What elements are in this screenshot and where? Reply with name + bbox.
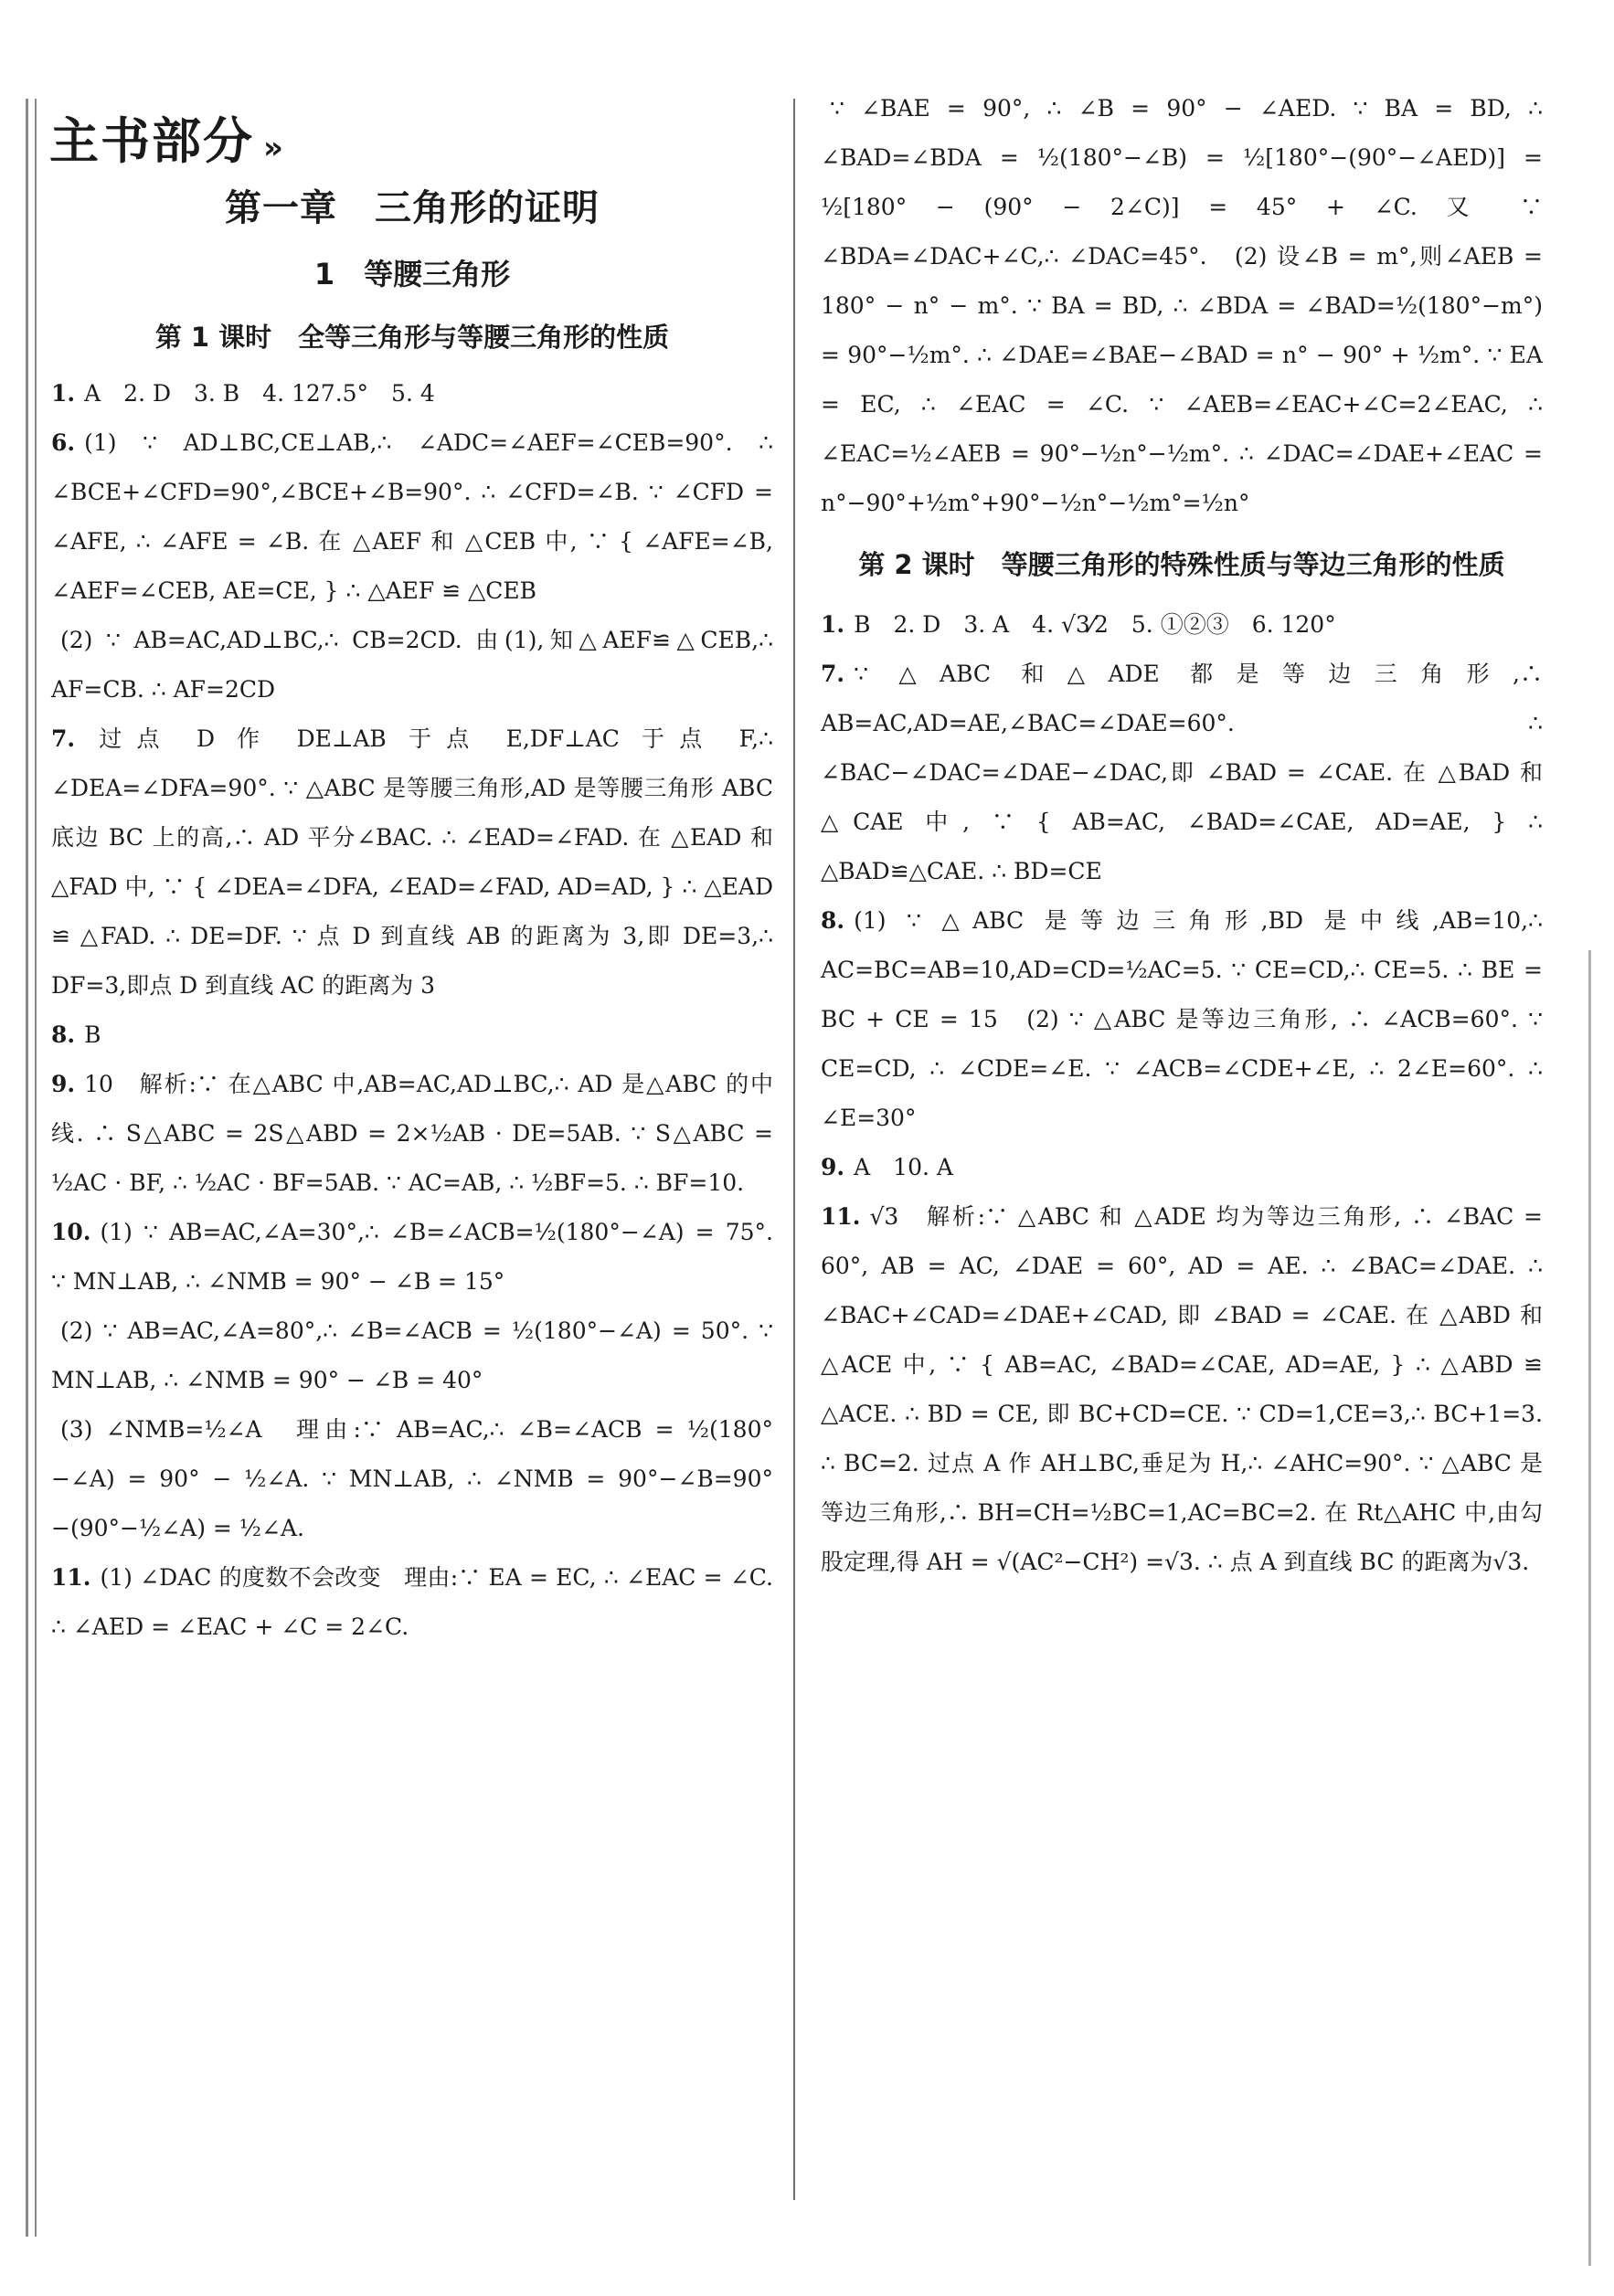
answer-item: 1. B 2. D 3. A 4. √3⁄2 5. ①②③ 6. 120° <box>821 611 1336 638</box>
answer-item: 11. √3 解析:∵ △ABC 和 △ADE 均为等边三角形, ∴ ∠BAC = 60°, AB = AC, ∠DAE = 60°, AD = AE. ∴ ∠BAC=∠DAE. ∴ ∠BAC+∠CAD=∠DAE+∠CAD, 即 ∠BAD = ∠CAE. 在 △ABD 和 △ACE 中, ∵ { AB=AC, ∠BAD=∠CAE, AD=AE, } ∴ △ABD ≌ △ACE. ∴ BD = CE, 即 BC+CD=CE. ∵ CD=1,CE=3,∴ BC+1=3. ∴ BC=2. 过点 A 作 AH⊥BC,垂足为 H,∴ ∠AHC=90°. ∵ △ABC 是等边三角形,∴ BH=CH=½BC=1,AC=BC=2. 在 Rt△AHC 中,由勾股定理,得 AH = √(AC²−CH²) =√3. ∴ 点 A 到直线 BC 的距离为√3. <box>821 1203 1543 1575</box>
left-inner-rule <box>35 99 37 2237</box>
answer-item: 6. (1) ∵ AD⊥BC,CE⊥AB,∴ ∠ADC=∠AEF=∠CEB=90°. ∴ ∠BCE+∠CFD=90°,∠BCE+∠B=90°. ∴ ∠CFD=∠B. ∵ ∠CFD = ∠AFE, ∴ ∠AFE = ∠B. 在 △AEF 和 △CEB 中, ∵ { ∠AFE=∠B, ∠AEF=∠CEB, AE=CE, } ∴ △AEF ≌ △CEB <box>51 429 773 604</box>
lesson-1-title: 第 1 课时 全等三角形与等腰三角形的性质 <box>154 322 670 353</box>
chapter-title: 第一章 三角形的证明 <box>225 187 600 229</box>
lesson-2-title: 第 2 课时 等腰三角形的特殊性质与等边三角形的性质 <box>858 549 1505 580</box>
answer-item: (2) ∵ AB=AC,AD⊥BC,∴ CB=2CD. 由(1),知△AEF≌△CEB,∴ AF=CB. ∴ AF=2CD <box>51 627 773 703</box>
answer-item: 7. ∵ △ABC 和△ADE 都是等边三角形,∴ AB=AC,AD=AE,∠BAC=∠DAE=60°. ∴ ∠BAC−∠DAC=∠DAE−∠DAC,即 ∠BAD = ∠CAE. 在 △BAD 和 △CAE 中, ∵ { AB=AC, ∠BAD=∠CAE, AD=AE, } ∴ △BAD≌△CAE. ∴ BD=CE <box>821 661 1543 884</box>
right-edge-rule <box>1588 950 1591 2266</box>
answer-continuation: ∵ ∠BAE = 90°, ∴ ∠B = 90° − ∠AED. ∵ BA = BD, ∴ ∠BAD=∠BDA = ½(180°−∠B) = ½[180°−(90°−∠AED)] = ½[180° − (90° − 2∠C)] = 45° + ∠C. 又 ∵ ∠BDA=∠DAC+∠C,∴ ∠DAC=45°. (2) 设∠B = m°,则∠AEB = 180° − n° − m°. ∵ BA = BD, ∴ ∠BDA = ∠BAD=½(180°−m°) = 90°−½m°. ∴ ∠DAE=∠BAE−∠BAD = n° − 90° + ½m°. ∵ EA = EC, ∴ ∠EAC = ∠C. ∵ ∠AEB=∠EAC+∠C=2∠EAC, ∴ ∠EAC=½∠AEB = 90°−½n°−½m°. ∴ ∠DAC=∠DAE+∠EAC = n°−90°+½m°+90°−½n°−½m°=½n° <box>821 95 1543 516</box>
answer-item: 9. A 10. A <box>821 1154 953 1180</box>
answer-item: 1. A 2. D 3. B 4. 127.5° 5. 4 <box>51 380 435 407</box>
answer-item: 9. 10 解析:∵ 在△ABC 中,AB=AC,AD⊥BC,∴ AD 是△ABC 的中线. ∴ S△ABC = 2S△ABD = 2×½AB · DE=5AB. ∵ S△ABC = ½AC · BF, ∴ ½AC · BF=5AB. ∵ AC=AB, ∴ ½BF=5. ∴ BF=10. <box>51 1071 773 1196</box>
answer-item: 8. B <box>51 1021 101 1048</box>
part-title: 主书部分 <box>49 112 254 170</box>
double-chevron-icon: » <box>263 130 285 166</box>
answer-item: (3) ∠NMB=½∠A 理由:∵ AB=AC,∴ ∠B=∠ACB = ½(180°−∠A) = 90° − ½∠A. ∵ MN⊥AB, ∴ ∠NMB = 90°−∠B=90°−(90°−½∠A) = ½∠A. <box>51 1416 773 1541</box>
answer-item: 10. (1) ∵ AB=AC,∠A=30°,∴ ∠B=∠ACB=½(180°−∠A) = 75°. ∵ MN⊥AB, ∴ ∠NMB = 90° − ∠B = 15° <box>51 1219 773 1295</box>
answer-item: 8. (1) ∵ △ABC 是等边三角形,BD 是中线,AB=10,∴ AC=BC=AB=10,AD=CD=½AC=5. ∵ CE=CD,∴ CE=5. ∴ BE = BC + CE = 15 (2) ∵ △ABC 是等边三角形, ∴ ∠ACB=60°. ∵ CE=CD, ∴ ∠CDE=∠E. ∵ ∠ACB=∠CDE+∠E, ∴ 2∠E=60°. ∴ ∠E=30° <box>821 907 1543 1131</box>
answer-item: (2) ∵ AB=AC,∠A=80°,∴ ∠B=∠ACB = ½(180°−∠A) = 50°. ∵ MN⊥AB, ∴ ∠NMB = 90° − ∠B = 40° <box>51 1317 773 1393</box>
answer-item: 11. (1) ∠DAC 的度数不会改变 理由:∵ EA = EC, ∴ ∠EAC = ∠C. ∴ ∠AED = ∠EAC + ∠C = 2∠C. <box>51 1564 773 1640</box>
section-title: 1 等腰三角形 <box>313 257 511 291</box>
right-column <box>821 84 1543 1587</box>
left-column <box>51 84 773 1652</box>
column-divider <box>793 99 795 2200</box>
left-margin-rule <box>26 99 28 2237</box>
answer-item: 7. 过点 D 作 DE⊥AB 于点 E,DF⊥AC 于点 F,∴ ∠DEA=∠DFA=90°. ∵ △ABC 是等腰三角形,AD 是等腰三角形 ABC 底边 BC 上的高,∴ AD 平分∠BAC. ∴ ∠EAD=∠FAD. 在 △EAD 和 △FAD 中, ∵ { ∠DEA=∠DFA, ∠EAD=∠FAD, AD=AD, } ∴ △EAD ≌ △FAD. ∴ DE=DF. ∵ 点 D 到直线 AB 的距离为 3,即 DE=3,∴ DF=3,即点 D 到直线 AC 的距离为 3 <box>51 725 773 999</box>
